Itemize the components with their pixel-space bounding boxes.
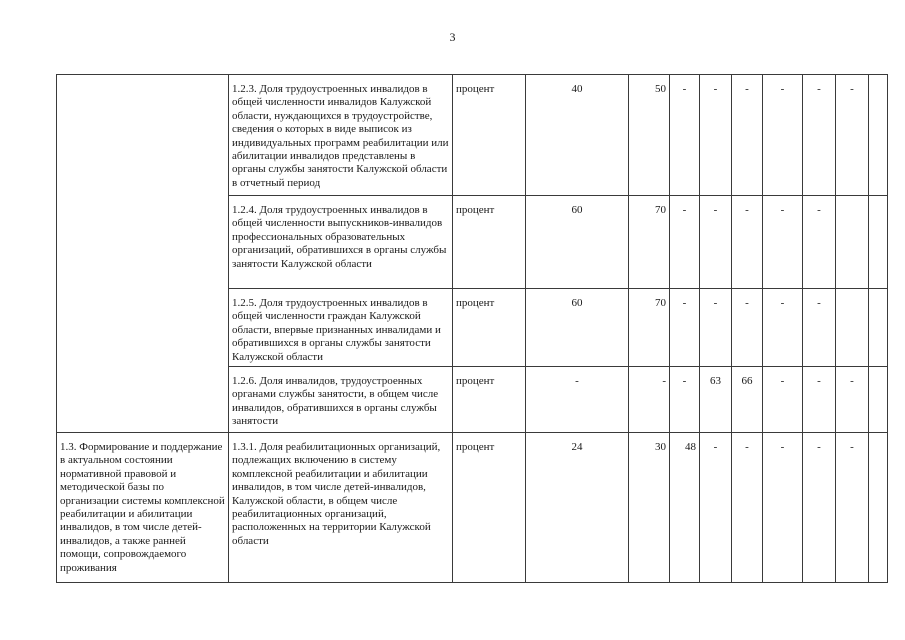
value-cell xyxy=(869,367,888,433)
value-cell: - xyxy=(803,289,836,367)
value-cell: - xyxy=(526,367,629,433)
table-row xyxy=(57,75,888,196)
value-cell: 24 xyxy=(526,433,629,583)
unit-cell: процент xyxy=(453,196,526,289)
value-cell: - xyxy=(836,433,869,583)
value-cell: 70 xyxy=(629,289,670,367)
value-cell: 30 xyxy=(629,433,670,583)
value-cell: - xyxy=(670,75,700,196)
value-cell: 60 xyxy=(526,196,629,289)
value-cell: 48 xyxy=(670,433,700,583)
unit-cell: процент xyxy=(453,289,526,367)
value-cell xyxy=(869,196,888,289)
value-cell: - xyxy=(763,367,803,433)
indicator-cell: 1.2.6. Доля инвалидов, трудоустроенных органами службы занятости, в общем числе инвалидов, обратившихся в органы службы занятости xyxy=(229,367,453,433)
indicator-cell: 1.2.3. Доля трудоустроенных инвалидов в общей численности инвалидов Калужской области, нуждающихся в трудоустройстве, сведения о которых в виде выписок из индивидуальных программ реабилитации или абилитации инвалидов представлены в органы службы занятости Калужской области в отчетный период xyxy=(229,75,453,196)
value-cell: - xyxy=(629,367,670,433)
value-cell: 66 xyxy=(732,367,763,433)
value-cell: - xyxy=(763,75,803,196)
indicator-cell: 1.3.1. Доля реабилитационных организаций, подлежащих включению в систему комплексной реабилитации и абилитации инвалидов, в том числе детей-инвалидов, Калужской области, в общем числе реабилитационных организаций, расположенных на территории Калужской области xyxy=(229,433,453,583)
value-cell: - xyxy=(732,433,763,583)
value-cell: 63 xyxy=(700,367,732,433)
value-cell xyxy=(869,75,888,196)
value-cell: - xyxy=(732,196,763,289)
indicator-cell: 1.2.5. Доля трудоустроенных инвалидов в общей численности граждан Калужской области, впервые признанных инвалидами и обратившихся в органы службы занятости Калужской области xyxy=(229,289,453,367)
table-row xyxy=(57,433,888,583)
value-cell: 60 xyxy=(526,289,629,367)
value-cell: - xyxy=(700,75,732,196)
unit-cell: процент xyxy=(453,367,526,433)
value-cell: - xyxy=(670,196,700,289)
unit-cell: процент xyxy=(453,433,526,583)
page-number: 3 xyxy=(449,30,456,44)
value-cell: - xyxy=(763,289,803,367)
value-cell xyxy=(836,289,869,367)
value-cell: - xyxy=(763,433,803,583)
value-cell: - xyxy=(803,433,836,583)
value-cell xyxy=(836,196,869,289)
value-cell: 70 xyxy=(629,196,670,289)
value-cell: - xyxy=(700,196,732,289)
task-cell-empty xyxy=(57,75,229,433)
value-cell xyxy=(869,289,888,367)
value-cell xyxy=(869,433,888,583)
value-cell: - xyxy=(836,367,869,433)
value-cell: - xyxy=(836,75,869,196)
value-cell: - xyxy=(803,367,836,433)
indicator-cell: 1.2.4. Доля трудоустроенных инвалидов в общей численности выпускников-инвалидов профессиональных образовательных организаций, обратившихся в органы службы занятости Калужской области xyxy=(229,196,453,289)
value-cell: - xyxy=(763,196,803,289)
value-cell: - xyxy=(732,75,763,196)
task-cell: 1.3. Формирование и поддержание в актуальном состоянии нормативной правовой и методической базы по организации системы комплексной реабилитации и абилитации инвалидов, в том числе детей-инвалидов, а также ранней помощи, сопровождаемого проживания xyxy=(57,433,229,583)
value-cell: - xyxy=(700,433,732,583)
value-cell: - xyxy=(732,289,763,367)
indicators-table xyxy=(56,74,888,583)
unit-cell: процент xyxy=(453,75,526,196)
value-cell: - xyxy=(670,289,700,367)
value-cell: 50 xyxy=(629,75,670,196)
value-cell: 40 xyxy=(526,75,629,196)
value-cell: - xyxy=(700,289,732,367)
value-cell: - xyxy=(670,367,700,433)
value-cell: - xyxy=(803,75,836,196)
value-cell: - xyxy=(803,196,836,289)
